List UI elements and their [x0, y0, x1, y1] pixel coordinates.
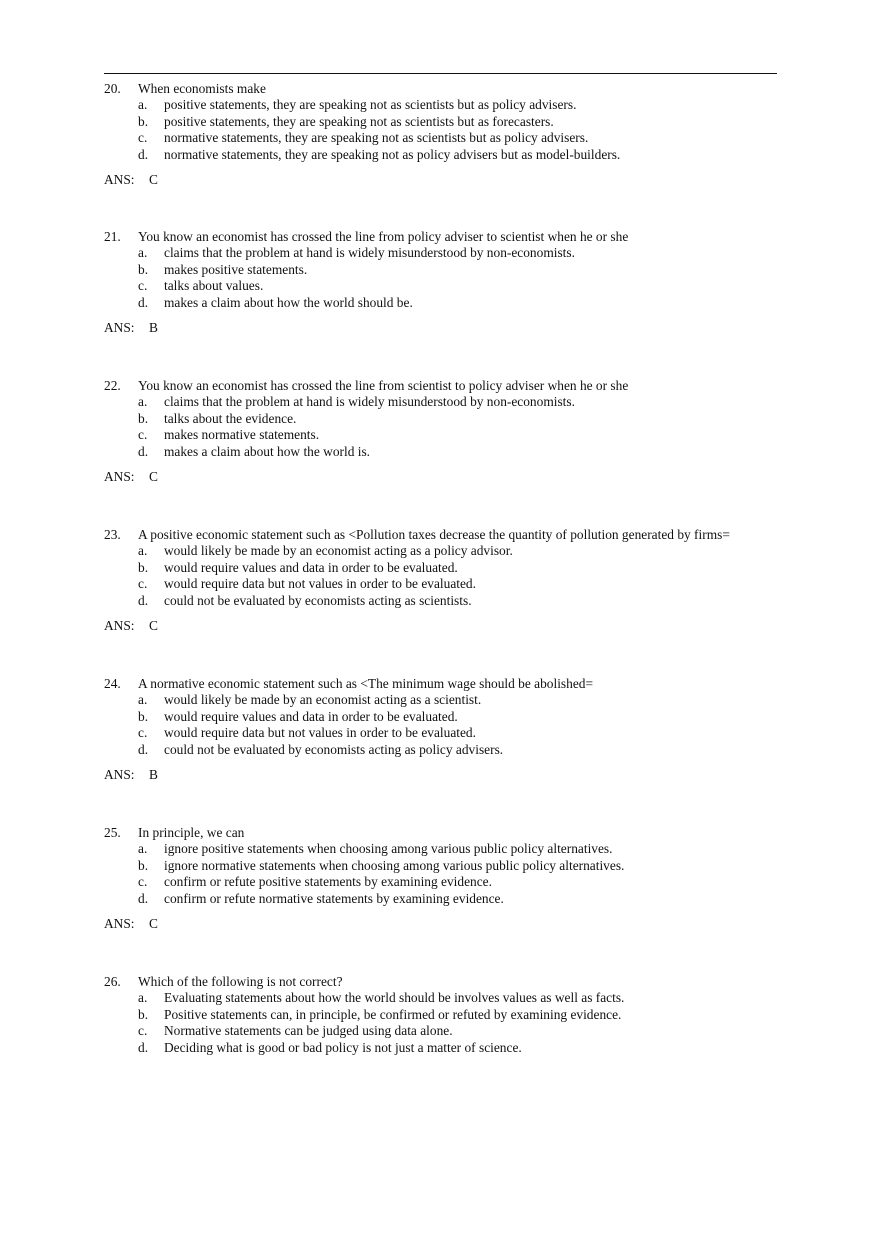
answer-line — [104, 171, 804, 188]
option-text: would require values and data in order to be evaluated. — [164, 559, 458, 575]
option-b — [104, 709, 804, 726]
question-text: You know an economist has crossed the line from scientist to policy adviser when he or she — [138, 378, 629, 393]
question-number: 20. — [104, 81, 121, 96]
question-text: In principle, we can — [138, 825, 245, 840]
top-rule — [104, 73, 777, 74]
option-letter: b. — [138, 410, 149, 426]
option-letter: b. — [138, 1006, 149, 1022]
option-b — [104, 560, 804, 577]
option-letter: c. — [138, 278, 148, 293]
option-c — [104, 1023, 804, 1040]
option-text: Evaluating statements about how the world should be involves values as well as facts. — [164, 990, 625, 1005]
option-d — [104, 742, 804, 759]
option-text: claims that the problem at hand is widely misunderstood by non-economists. — [164, 394, 575, 409]
option-text: normative statements, they are speaking not as policy advisers but as model-builders. — [164, 146, 621, 162]
option-text: makes a claim about how the world should be. — [164, 294, 413, 310]
question-number: 23. — [104, 527, 121, 542]
answer-value: C — [149, 618, 158, 633]
option-c — [104, 725, 804, 742]
answer-line — [104, 468, 804, 485]
option-text: makes a claim about how the world is. — [164, 443, 371, 459]
option-text: ignore normative statements when choosing among various public policy alternatives. — [164, 857, 625, 873]
option-letter: b. — [138, 857, 149, 873]
option-a — [104, 841, 804, 858]
option-letter: a. — [138, 990, 148, 1005]
answer-label: ANS: — [104, 767, 135, 782]
option-letter: a. — [138, 394, 148, 409]
option-text: talks about values. — [164, 278, 264, 293]
question-stem — [104, 824, 804, 841]
option-d — [104, 444, 804, 461]
question-21 — [104, 228, 804, 336]
question-text: A normative economic statement such as <The minimum wage should be abolished= — [138, 676, 594, 691]
answer-line — [104, 617, 804, 634]
option-letter: d. — [138, 146, 149, 162]
question-26 — [104, 973, 804, 1056]
option-a — [104, 394, 804, 411]
option-d — [104, 593, 804, 610]
option-c — [104, 576, 804, 593]
options-list — [104, 97, 804, 163]
option-text: positive statements, they are speaking not as scientists but as policy advisers. — [164, 97, 577, 112]
option-letter: b. — [138, 261, 149, 277]
option-text: claims that the problem at hand is widely misunderstood by non-economists. — [164, 245, 575, 260]
option-letter: c. — [138, 1023, 148, 1038]
option-c — [104, 278, 804, 295]
option-b — [104, 411, 804, 428]
option-text: would likely be made by an economist acting as a scientist. — [164, 692, 482, 707]
option-text: confirm or refute normative statements by examining evidence. — [164, 890, 504, 906]
question-number: 26. — [104, 974, 121, 989]
option-text: makes positive statements. — [164, 261, 308, 277]
question-25 — [104, 824, 804, 932]
answer-value: B — [149, 320, 158, 335]
option-a — [104, 990, 804, 1007]
option-d — [104, 891, 804, 908]
option-text: would likely be made by an economist acting as a policy advisor. — [164, 543, 513, 558]
option-text: talks about the evidence. — [164, 410, 297, 426]
option-letter: b. — [138, 113, 149, 129]
question-23 — [104, 526, 804, 634]
question-stem — [104, 228, 804, 245]
option-a — [104, 543, 804, 560]
question-22 — [104, 377, 804, 485]
option-letter: a. — [138, 692, 148, 707]
option-a — [104, 245, 804, 262]
option-letter: d. — [138, 741, 149, 757]
answer-line — [104, 915, 804, 932]
option-d — [104, 295, 804, 312]
option-text: could not be evaluated by economists acting as scientists. — [164, 592, 472, 608]
options-list — [104, 543, 804, 609]
answer-value: C — [149, 916, 158, 931]
option-letter: a. — [138, 245, 148, 260]
question-number: 25. — [104, 825, 121, 840]
option-letter: c. — [138, 874, 148, 889]
option-letter: b. — [138, 708, 149, 724]
option-letter: c. — [138, 725, 148, 740]
option-text: positive statements, they are speaking not as scientists but as forecasters. — [164, 113, 554, 129]
option-text: Normative statements can be judged using data alone. — [164, 1023, 453, 1038]
options-list — [104, 394, 804, 460]
option-text: could not be evaluated by economists acting as policy advisers. — [164, 741, 504, 757]
question-stem — [104, 80, 804, 97]
answer-label: ANS: — [104, 618, 135, 633]
question-number: 22. — [104, 378, 121, 393]
question-text: Which of the following is not correct? — [138, 974, 343, 989]
option-text: makes normative statements. — [164, 427, 320, 442]
question-text: You know an economist has crossed the line from policy adviser to scientist when he or she — [138, 229, 629, 244]
question-stem — [104, 377, 804, 394]
option-d — [104, 1040, 804, 1057]
answer-label: ANS: — [104, 172, 135, 187]
option-text: would require data but not values in order to be evaluated. — [164, 576, 476, 591]
answer-label: ANS: — [104, 916, 135, 931]
option-letter: d. — [138, 443, 149, 459]
answer-value: C — [149, 172, 158, 187]
option-text: confirm or refute positive statements by examining evidence. — [164, 874, 492, 889]
question-20 — [104, 80, 804, 188]
option-text: Positive statements can, in principle, be confirmed or refuted by examining evidence. — [164, 1006, 622, 1022]
options-list — [104, 990, 804, 1056]
question-stem — [104, 526, 804, 543]
option-letter: a. — [138, 543, 148, 558]
option-letter: d. — [138, 1039, 149, 1055]
option-letter: d. — [138, 890, 149, 906]
option-c — [104, 130, 804, 147]
option-d — [104, 147, 804, 164]
option-a — [104, 97, 804, 114]
option-b — [104, 262, 804, 279]
question-text: A positive economic statement such as <Pollution taxes decrease the quantity of pollution generated by firms= — [138, 527, 730, 542]
option-c — [104, 427, 804, 444]
answer-label: ANS: — [104, 320, 135, 335]
option-text: would require values and data in order to be evaluated. — [164, 708, 458, 724]
answer-value: B — [149, 767, 158, 782]
option-letter: d. — [138, 294, 149, 310]
answer-value: C — [149, 469, 158, 484]
option-text: normative statements, they are speaking not as scientists but as policy advisers. — [164, 130, 589, 145]
question-text: When economists make — [138, 81, 266, 96]
question-number: 21. — [104, 229, 121, 244]
option-a — [104, 692, 804, 709]
option-letter: a. — [138, 841, 148, 856]
answer-line — [104, 766, 804, 783]
question-stem — [104, 973, 804, 990]
option-letter: c. — [138, 576, 148, 591]
option-letter: d. — [138, 592, 149, 608]
question-24 — [104, 675, 804, 783]
options-list — [104, 841, 804, 907]
question-stem — [104, 675, 804, 692]
option-c — [104, 874, 804, 891]
option-b — [104, 114, 804, 131]
option-b — [104, 1007, 804, 1024]
option-text: ignore positive statements when choosing among various public policy alternatives. — [164, 841, 613, 856]
option-letter: a. — [138, 97, 148, 112]
options-list — [104, 245, 804, 311]
option-letter: c. — [138, 130, 148, 145]
options-list — [104, 692, 804, 758]
question-number: 24. — [104, 676, 121, 691]
option-text: Deciding what is good or bad policy is not just a matter of science. — [164, 1039, 522, 1055]
answer-label: ANS: — [104, 469, 135, 484]
option-letter: c. — [138, 427, 148, 442]
answer-line — [104, 319, 804, 336]
option-b — [104, 858, 804, 875]
option-text: would require data but not values in order to be evaluated. — [164, 725, 476, 740]
option-letter: b. — [138, 559, 149, 575]
